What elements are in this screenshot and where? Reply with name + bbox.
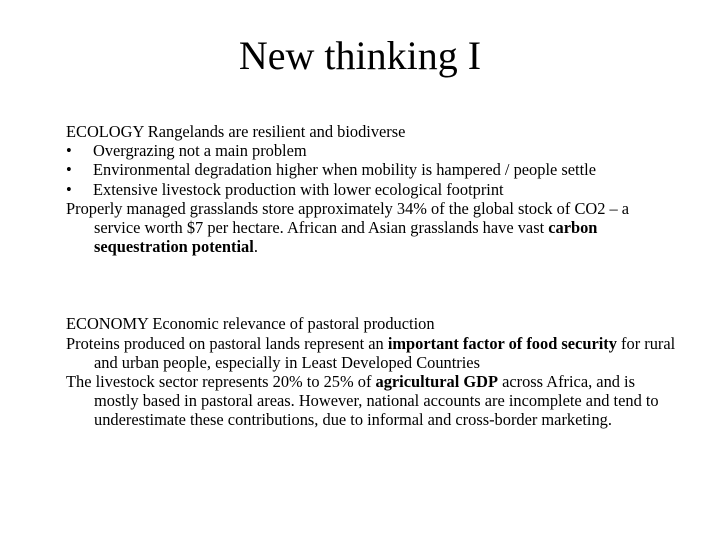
proteins-end: for rural and urban people, especially in Least Developed Countries — [94, 333, 676, 372]
bullet-icon: • — [66, 160, 72, 180]
proteins-paragraph — [66, 334, 676, 372]
grasslands-bold: carbon sequestration potential — [94, 218, 598, 257]
bullet-text: Environmental degradation higher when mobility is hampered / people settle — [93, 160, 596, 180]
slide-title: New thinking I — [238, 33, 482, 78]
bullet-icon: • — [66, 141, 72, 161]
livestock-paragraph — [66, 372, 676, 430]
economy-heading: ECONOMY Economic relevance of pastoral production — [66, 314, 435, 334]
bullet-text: Extensive livestock production with lower ecological footprint — [93, 179, 504, 199]
bullet-text: Overgrazing not a main problem — [93, 141, 307, 161]
ecology-bullet-1 — [66, 141, 676, 160]
grasslands-text: Properly managed grasslands store approximately 34% of the global stock of CO2 – a service worth $7 per hectare. African and Asian grasslands have vast — [66, 198, 630, 238]
ecology-heading: ECOLOGY Rangelands are resilient and biodiverse — [66, 122, 406, 141]
ecology-bullet-2 — [66, 160, 676, 179]
ecology-bullet-3 — [66, 180, 676, 199]
livestock-end: across Africa, and is mostly based in pastoral areas. However, national accounts are incomplete and tend to underestimate these contributions, due to informal and cross-border marketing. — [94, 372, 659, 430]
bullet-icon: • — [66, 179, 72, 199]
slide-body — [66, 122, 676, 430]
livestock-text: The livestock sector represents 20% to 25% of — [66, 372, 376, 392]
grasslands-end: . — [253, 237, 258, 257]
section-spacer — [66, 256, 676, 314]
livestock-bold: agricultural GDP — [375, 372, 498, 392]
proteins-text: Proteins produced on pastoral lands represent an — [66, 333, 388, 353]
grasslands-paragraph — [66, 199, 676, 257]
proteins-bold: important factor of food security — [387, 333, 617, 353]
